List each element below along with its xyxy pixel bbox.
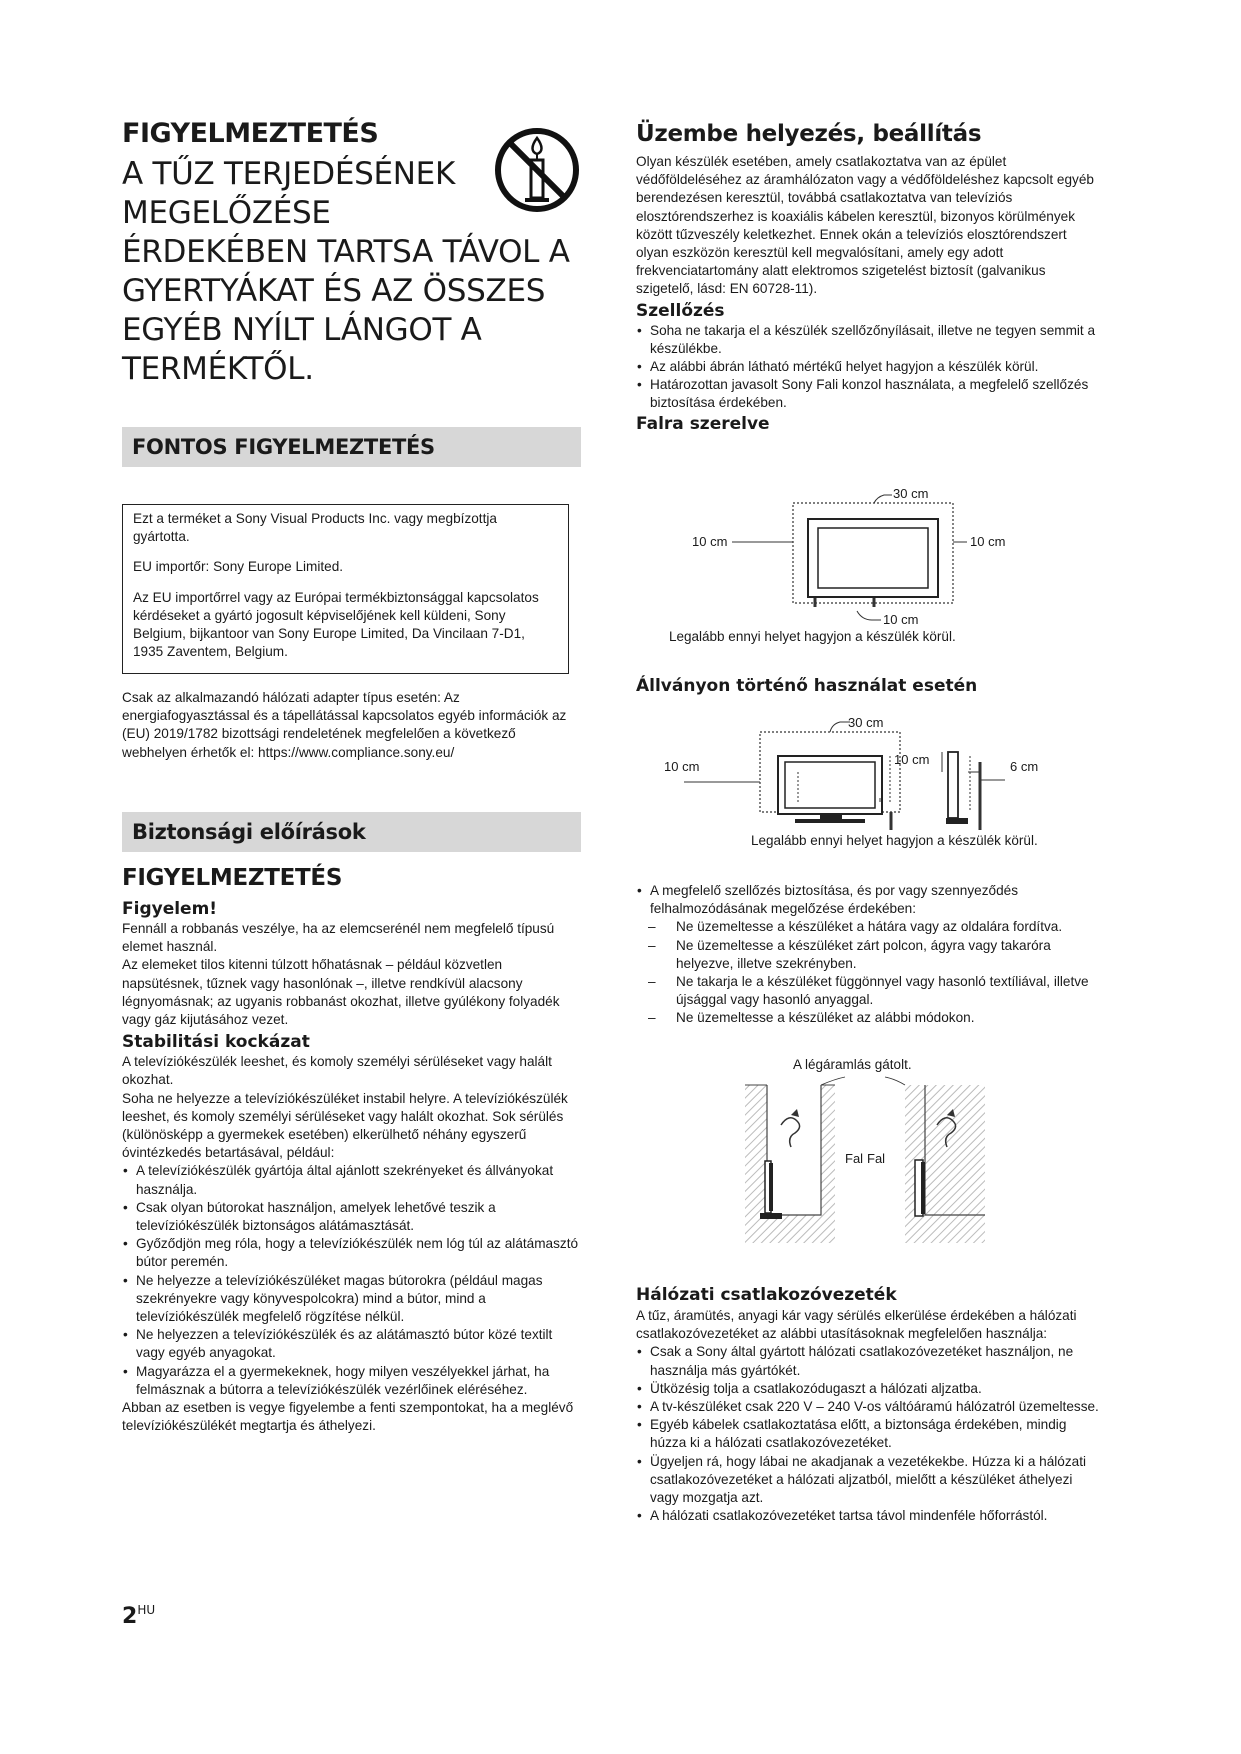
- wall-right-label: 10 cm: [970, 534, 1006, 549]
- wall-left-label: 10 cm: [692, 534, 728, 549]
- list-item: • Ütközésig tolja a csatlakozódugaszt a hálózati aljzatba.: [636, 1380, 1101, 1398]
- fire-line: A TŰZ TERJEDÉSÉNEK: [122, 156, 455, 192]
- wall-mount-title: Falra szerelve: [636, 413, 770, 434]
- fire-line: MEGELŐZÉSE: [122, 195, 331, 231]
- fire-line: ÉRDEKÉBEN TARTSA TÁVOL A: [122, 234, 570, 270]
- list-item: • Ne helyezze a televíziókészüléket magas bútorokra (például magas szekrényekre vagy könyvespolcokra) mind a bútor, mind a televíziókészülék megfelelő rögzítése nélkül.: [122, 1272, 582, 1327]
- fire-line: EGYÉB NYÍLT LÁNGOT A: [122, 312, 482, 348]
- stand-top-label: 30 cm: [848, 715, 884, 730]
- wall-label: Fal: [845, 1151, 864, 1166]
- install-title: Üzembe helyezés, beállítás: [636, 121, 982, 147]
- attention-title: Figyelem!: [122, 899, 218, 919]
- page-number: [122, 1604, 155, 1629]
- stability-title: Stabilitási kockázat: [122, 1032, 310, 1053]
- install-content: [636, 153, 1101, 435]
- wall-mount-diagram: [640, 483, 1060, 633]
- ventilation-list: [636, 322, 1101, 413]
- list-item: • Győződjön meg róla, hogy a televíziókészülék nem lóg túl az alátámasztó bútor peremén.: [122, 1235, 582, 1271]
- stability-text: Abban az esetben is vegye figyelembe a fenti szempontokat, ha a meglévő televíziókészülékét megtartja és áthelyezi.: [122, 1400, 574, 1434]
- wall-label: Fal: [867, 1151, 886, 1166]
- list-item: • Soha ne takarja el a készülék szellőzőnyílásait, illetve ne tegyen semmit a készülékbe.: [636, 322, 1101, 358]
- warning-title: FIGYELMEZTETÉS: [122, 118, 379, 149]
- list-item: • Ügyeljen rá, hogy lábai ne akadjanak a vezetékekbe. Húzza ki a hálózati csatlakozóvezetéket a hálózati aljzatból, mielőtt a készüléket áthelyezi vagy mozgatja azt.: [636, 1453, 1101, 1508]
- safety-warning-title: FIGYELMEZTETÉS: [122, 865, 343, 891]
- list-item: • Az alábbi ábrán látható mértékű helyet hagyjon a készülék körül.: [636, 358, 1101, 376]
- ventilation-extra: [636, 882, 1106, 1028]
- contact-text: Az EU importőrrel vagy az Európai termékbiztonsággal kapcsolatos kérdéseket a gyártó jogosult képviselőjének kell küldeni, Sony Belgium, bijkantoor van Sony Europe Limited, Da Vincilaan 7-D1, 1935 Zaventem, Belgium.: [133, 589, 539, 660]
- list-item: • Egyéb kábelek csatlakoztatása előtt, a biztonsága érdekében, mindig húzza ki a hálózati csatlakozóvezetéket.: [636, 1416, 1101, 1452]
- list-item: • Csak a Sony által gyártott hálózati csatlakozóvezetéket használjon, ne használja más gyártókét.: [636, 1343, 1101, 1379]
- list-item: – Ne üzemeltesse a készüléket zárt polcon, ágyra vagy takaróra helyezve, illetve szekrényben.: [636, 937, 1106, 973]
- power-cord-content: [636, 1307, 1101, 1525]
- list-item: • Csak olyan bútorokat használjon, amelyek lehetővé teszik a televíziókészülék biztonságos alátámasztását.: [122, 1199, 582, 1235]
- list-item: – Ne takarja le a készüléket függönnyel vagy hasonló textíliával, illetve újsággal vagy hasonló anyaggal.: [636, 973, 1106, 1009]
- list-item: – Ne üzemeltesse a készüléket a hátára vagy az oldalára fordítva.: [636, 918, 1106, 936]
- ventilation-dash-list: [636, 918, 1106, 1027]
- list-item: • A tv-készüléket csak 220 V – 240 V-os váltóáramú hálózatról üzemeltesse.: [636, 1398, 1101, 1416]
- manufacturer-text: Ezt a terméket a Sony Visual Products Inc. vagy megbízottja gyártotta.: [133, 511, 497, 545]
- install-text: Olyan készülék esetében, amely csatlakoztatva van az épület védőföldeléséhez az áramhálózaton vagy a védőföldeléshez kapcsolt egyéb berendezésen keresztül, továbbá csatlakoztatva van televíziós elosztórendszerhez is koaxiális kábelen keresztül, bizonyos körülmények között tűzveszély keletkezhet. Ennek okán a televíziós elosztórendszert olyan eszközön keresztül kell megvalósítani, amely egy adott frekvenciatartomány alatt elektromos szigetelést biztosít (galvanikus szigetelő, lásd: EN 60728-11).: [636, 154, 1094, 297]
- stand-caption: Legalább ennyi helyet hagyjon a készülék körül.: [751, 833, 1038, 848]
- importer-text: EU importőr: Sony Europe Limited.: [133, 559, 344, 575]
- safety-title: Biztonsági előírások: [132, 820, 366, 844]
- wall-caption: Legalább ennyi helyet hagyjon a készülék körül.: [669, 629, 956, 644]
- list-item: • A megfelelő szellőzés biztosítása, és por vagy szennyeződés felhalmozódásának megelőzése érdekében:: [636, 882, 1106, 918]
- adapter-info-text: Csak az alkalmazandó hálózati adapter típus esetén: Az energiafogyasztással és a tápellátással kapcsolatos egyéb információk az (EU) 2019/1782 bizottsági rendeletének megfelelően a következő webhelyen érhetők el: https://www.compliance.sony.eu/: [122, 690, 567, 760]
- attention-text: Fennáll a robbanás veszélye, ha az elemcserénél nem megfelelő típusú elemet használ.: [122, 921, 555, 955]
- important-warning-title: FONTOS FIGYELMEZTETÉS: [132, 435, 435, 459]
- stability-text: A televíziókészülék leeshet, és komoly személyi sérüléseket vagy halált okozhat.: [122, 1054, 552, 1088]
- ventilation-extra-list: [636, 882, 1106, 918]
- list-item: • Magyarázza el a gyermekeknek, hogy milyen veszélyekkel járhat, ha felmásznak a bútorra a televíziókészülék vezérlőinek eléréséhez.: [122, 1363, 582, 1399]
- important-warning-bar: [122, 427, 581, 467]
- stand-mid-label: 10 cm: [894, 752, 930, 767]
- wall-bottom-label: 10 cm: [883, 612, 919, 627]
- page-language: HU: [137, 1603, 156, 1617]
- power-cord-list: [636, 1343, 1101, 1525]
- stability-list: [122, 1162, 582, 1399]
- list-item: • A hálózati csatlakozóvezetéket tartsa távol mindenféle hőforrástól.: [636, 1507, 1101, 1525]
- power-cord-text: A tűz, áramütés, anyagi kár vagy sérülés elkerülése érdekében a hálózati csatlakozóvezetéket az alábbi utasításoknak megfelelően használja:: [636, 1308, 1077, 1342]
- list-item: • Határozottan javasolt Sony Fali konzol használata, a megfelelő szellőzés biztosítása érdekében.: [636, 376, 1101, 412]
- safety-content: [122, 898, 582, 1435]
- stability-text: Soha ne helyezze a televíziókészüléket instabil helyre. A televíziókészülék leeshet, és komoly személyi sérüléseket vagy halált okozhat. Sok sérülés (különösképp a gyermekek esetében) elkerülhető néhány egyszerű óvintézkedés betartásával, például:: [122, 1090, 568, 1161]
- stand-left-label: 10 cm: [664, 759, 700, 774]
- stand-figure: [664, 712, 1100, 852]
- stand-right-label: 6 cm: [1010, 759, 1039, 774]
- safety-bar: [122, 812, 581, 852]
- stand-title: Állványon történő használat esetén: [636, 676, 978, 696]
- ventilation-title: Szellőzés: [636, 300, 725, 321]
- list-item: • Ne helyezzen a televíziókészülék és az alátámasztó bútor közé textilt vagy egyéb anyagokat.: [122, 1326, 582, 1362]
- airflow-figure: [745, 1055, 995, 1255]
- list-item: – Ne üzemeltesse a készüléket az alábbi módokon.: [636, 1009, 1106, 1027]
- attention-text: Az elemeket tilos kitenni túlzott hőhatásnak – például közvetlen napsütésnek, tűznek vagy hasonlónak –, illetve rendkívül alacsony légnyomásnak; az ugyanis robbanást okozhat, illetve gyúlékony folyadék vagy gáz kijutásához vezet.: [122, 957, 560, 1028]
- wall-top-label: 30 cm: [893, 486, 929, 501]
- wall-mount-figure: [640, 483, 1060, 653]
- manufacturer-info-box: [122, 504, 569, 674]
- airflow-caption: A légáramlás gátolt.: [793, 1057, 912, 1072]
- fire-line: GYERTYÁKAT ÉS AZ ÖSSZES: [122, 273, 546, 309]
- list-item: • A televíziókészülék gyártója által ajánlott szekrényeket és állványokat használja.: [122, 1162, 582, 1198]
- power-cord-title: Hálózati csatlakozóvezeték: [636, 1285, 897, 1305]
- page-number-value: 2: [122, 1604, 138, 1629]
- no-candle-icon: [493, 126, 581, 214]
- fire-line: TERMÉKTŐL.: [122, 351, 314, 387]
